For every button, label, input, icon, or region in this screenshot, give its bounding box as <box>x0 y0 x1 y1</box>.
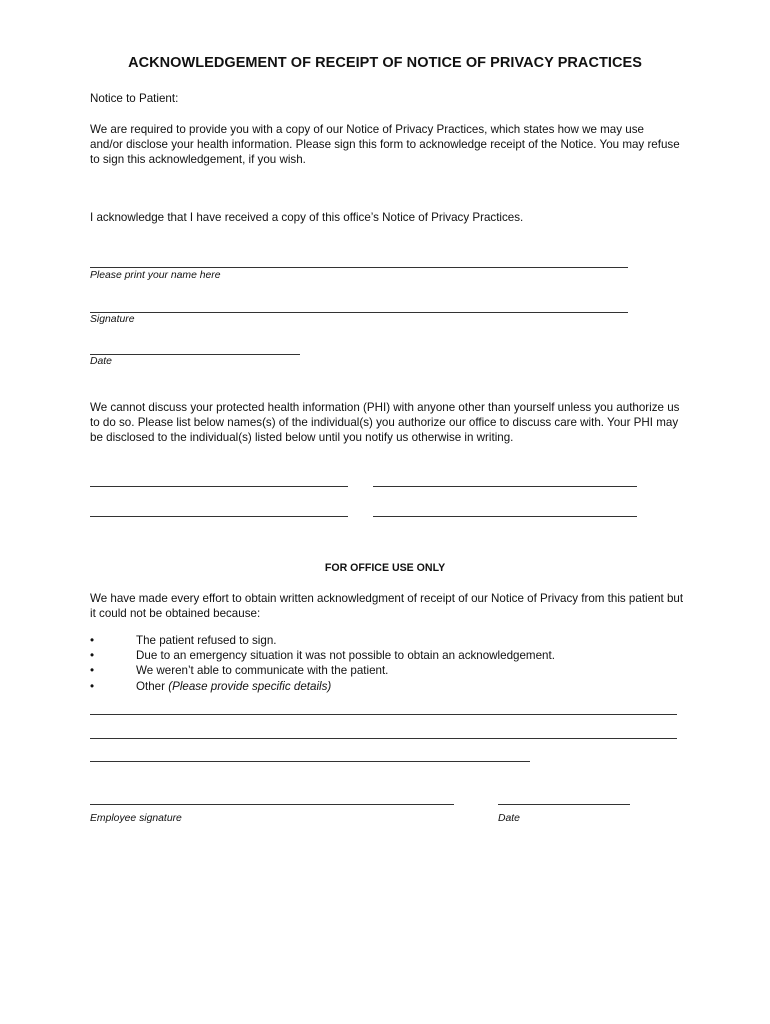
details-line-3[interactable] <box>90 761 530 762</box>
reasons-list <box>90 633 555 694</box>
authorized-name-line-1[interactable] <box>90 486 348 487</box>
reason-item-other <box>90 679 555 694</box>
employee-date-line[interactable] <box>498 804 630 805</box>
authorized-name-line-3[interactable] <box>90 516 348 517</box>
signature-line[interactable] <box>90 312 628 313</box>
details-line-1[interactable] <box>90 714 677 715</box>
employee-signature-line[interactable] <box>90 804 454 805</box>
reason-item <box>90 663 555 678</box>
bullet-icon: • <box>90 649 95 663</box>
print-name-line[interactable] <box>90 267 628 268</box>
date-line[interactable] <box>90 354 300 355</box>
reason-text: The patient refused to sign. <box>136 634 277 647</box>
reason-item <box>90 648 555 663</box>
phi-paragraph: We cannot discuss your protected health information (PHI) with anyone other than yourself unless you authorize us to do so. Please list below names(s) of the individual(s) you authorize our office to discuss care with. Your PHI may be disclosed to the individual(s) listed below until you notify us otherwise in writing. <box>90 401 680 444</box>
authorized-name-line-4[interactable] <box>373 516 637 517</box>
employee-signature-caption: Employee signature <box>90 813 182 824</box>
other-note: (Please provide specific details) <box>168 679 332 693</box>
other-label: Other <box>136 679 169 693</box>
notice-heading: Notice to Patient: <box>90 92 179 105</box>
authorized-name-line-2[interactable] <box>373 486 637 487</box>
reason-item <box>90 633 555 648</box>
office-use-paragraph: We have made every effort to obtain written acknowledgment of receipt of our Notice of Privacy from this patient but it could not be obtained because: <box>90 592 684 620</box>
date-caption: Date <box>90 356 112 367</box>
bullet-icon: • <box>90 679 95 693</box>
signature-caption: Signature <box>90 314 135 325</box>
reason-text: We weren’t able to communicate with the patient. <box>136 664 389 678</box>
bullet-icon: • <box>90 664 95 678</box>
document-title: ACKNOWLEDGEMENT OF RECEIPT OF NOTICE OF PRIVACY PRACTICES <box>128 55 642 71</box>
print-name-caption: Please print your name here <box>90 270 221 281</box>
acknowledgement-statement: I acknowledge that I have received a copy of this office’s Notice of Privacy Practices. <box>90 211 524 224</box>
bullet-icon: • <box>90 634 95 647</box>
reason-text: Due to an emergency situation it was not possible to obtain an acknowledgement. <box>136 649 555 663</box>
employee-date-caption: Date <box>498 813 520 824</box>
intro-paragraph: We are required to provide you with a copy of our Notice of Privacy Practices, which states how we may use and/or disclose your health information. Please sign this form to acknowledge receipt of the Notice. You may refuse to sign this acknowledgement, if you wish. <box>90 123 680 166</box>
details-line-2[interactable] <box>90 738 677 739</box>
office-use-heading: FOR OFFICE USE ONLY <box>324 562 446 574</box>
